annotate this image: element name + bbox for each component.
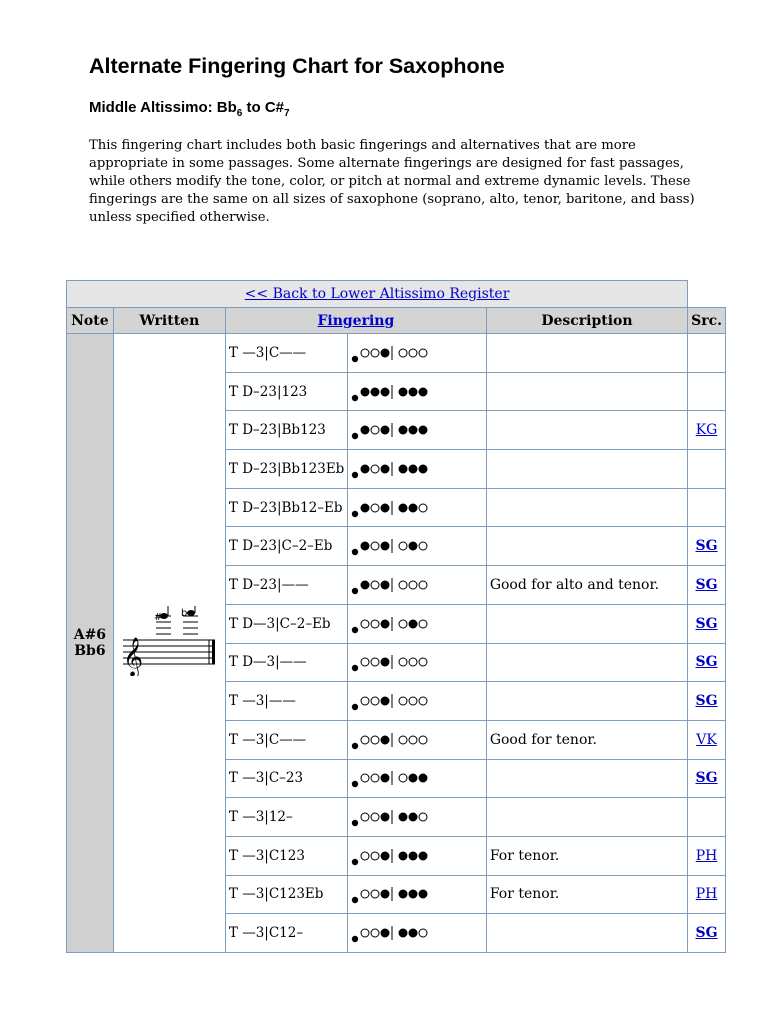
src-cell: [688, 914, 726, 953]
fingering-text: T D–23|Bb123: [225, 411, 347, 450]
fingering-text: T —3|C——: [225, 720, 347, 759]
description-cell: For tenor.: [486, 836, 687, 875]
src-link[interactable]: SG: [695, 576, 718, 593]
src-link[interactable]: SG: [695, 925, 718, 942]
description-cell: Good for tenor.: [486, 720, 687, 759]
key-diagram-icon: [351, 341, 477, 365]
fingering-text: T D–23|123: [225, 372, 347, 411]
src-cell: [688, 720, 726, 759]
key-diagram-icon: [351, 728, 477, 752]
key-diagram-icon: [351, 766, 477, 790]
description-cell: [486, 411, 687, 450]
fingering-text: T —3|C123Eb: [225, 875, 347, 914]
fingering-diagram: [348, 759, 486, 798]
description-cell: [486, 914, 687, 953]
key-diagram-icon: [351, 380, 477, 404]
fingering-text: T D–23|C–2–Eb: [225, 527, 347, 566]
src-link[interactable]: PH: [695, 847, 718, 864]
section-subtitle: Middle Altissimo: $Bb_6$ to $C\#_7$: [89, 99, 290, 119]
src-link[interactable]: SG: [695, 770, 718, 787]
fingering-text: T —3|C12–: [225, 914, 347, 953]
src-cell: [688, 488, 726, 527]
src-cell: [688, 643, 726, 682]
src-cell: [688, 682, 726, 721]
fingering-diagram: [348, 798, 486, 837]
fingering-text: T D–23|Bb123Eb: [225, 450, 347, 489]
fingering-diagram: [348, 875, 486, 914]
description-cell: [486, 643, 687, 682]
table-row: [67, 334, 726, 373]
header-src: Src.: [688, 308, 726, 334]
src-cell: [688, 450, 726, 489]
src-link[interactable]: SG: [695, 538, 718, 555]
fingering-diagram: [348, 411, 486, 450]
key-diagram-icon: [351, 689, 477, 713]
svg-text:#: #: [154, 612, 163, 623]
description-cell: [486, 450, 687, 489]
src-link[interactable]: PH: [695, 886, 718, 903]
fingering-text: T —3|C123: [225, 836, 347, 875]
fingering-diagram: [348, 372, 486, 411]
fingering-diagram: [348, 527, 486, 566]
description-cell: [486, 798, 687, 837]
svg-text:𝄞: 𝄞: [123, 637, 144, 676]
fingering-table: [66, 280, 726, 953]
src-cell: [688, 372, 726, 411]
fingering-diagram: [348, 450, 486, 489]
src-cell: [688, 759, 726, 798]
src-link[interactable]: KG: [695, 422, 718, 439]
fingering-text: T D—3|——: [225, 643, 347, 682]
fingering-diagram: [348, 643, 486, 682]
intro-paragraph: This fingering chart includes both basic fingerings and alternatives that are more appropriate in some passages. Some alternate fingerings are designed for fast passages, while others modify the tone, color, or pitch at normal and extreme dynamic levels. These fingerings are the same on all sizes of saxophone (soprano, alto, tenor, baritone, and bass) unless specified otherwise.: [89, 138, 695, 225]
fingering-text: T —3|12–: [225, 798, 347, 837]
key-diagram-icon: [351, 882, 477, 906]
description-cell: [486, 372, 687, 411]
src-link[interactable]: SG: [695, 615, 718, 632]
key-diagram-icon: [351, 496, 477, 520]
svg-text:b: b: [181, 608, 188, 619]
written-cell: [113, 334, 225, 953]
src-cell: [688, 798, 726, 837]
note-cell: A#6 Bb6: [67, 334, 114, 953]
description-cell: [486, 759, 687, 798]
key-diagram-icon: [351, 612, 477, 636]
header-fingering-link[interactable]: Fingering: [317, 312, 395, 329]
key-diagram-icon: [351, 457, 477, 481]
src-cell: [688, 527, 726, 566]
src-cell: [688, 836, 726, 875]
description-cell: Good for alto and tenor.: [486, 566, 687, 605]
key-diagram-icon: [351, 573, 477, 597]
description-cell: [486, 682, 687, 721]
src-cell: [688, 334, 726, 373]
fingering-diagram: [348, 836, 486, 875]
src-cell: [688, 411, 726, 450]
fingering-diagram: [348, 914, 486, 953]
src-link[interactable]: VK: [696, 731, 717, 748]
description-cell: [486, 334, 687, 373]
src-cell: [688, 875, 726, 914]
fingering-diagram: [348, 334, 486, 373]
description-cell: [486, 488, 687, 527]
treble-staff-notes-icon: [121, 606, 217, 676]
back-to-lower-altissimo-link[interactable]: << Back to Lower Altissimo Register: [244, 286, 510, 302]
src-cell: [688, 566, 726, 605]
description-cell: [486, 527, 687, 566]
key-diagram-icon: [351, 534, 477, 558]
fingering-diagram: [348, 720, 486, 759]
fingering-diagram: [348, 604, 486, 643]
description-cell: For tenor.: [486, 875, 687, 914]
header-note: Note: [67, 308, 114, 334]
page-title: Alternate Fingering Chart for Saxophone: [89, 54, 505, 78]
key-diagram-icon: [351, 844, 477, 868]
fingering-text: T —3|——: [225, 682, 347, 721]
src-cell: [688, 604, 726, 643]
src-link[interactable]: SG: [695, 654, 718, 671]
header-written: Written: [113, 308, 225, 334]
src-link[interactable]: SG: [695, 693, 718, 710]
fingering-text: T D–23|Bb12–Eb: [225, 488, 347, 527]
description-cell: [486, 604, 687, 643]
fingering-text: T D–23|——: [225, 566, 347, 605]
key-diagram-icon: [351, 805, 477, 829]
header-description: Description: [486, 308, 687, 334]
fingering-diagram: [348, 566, 486, 605]
key-diagram-icon: [351, 650, 477, 674]
fingering-diagram: [348, 682, 486, 721]
fingering-text: T —3|C——: [225, 334, 347, 373]
fingering-text: T D—3|C–2–Eb: [225, 604, 347, 643]
fingering-text: T —3|C–23: [225, 759, 347, 798]
key-diagram-icon: [351, 921, 477, 945]
fingering-diagram: [348, 488, 486, 527]
key-diagram-icon: [351, 418, 477, 442]
